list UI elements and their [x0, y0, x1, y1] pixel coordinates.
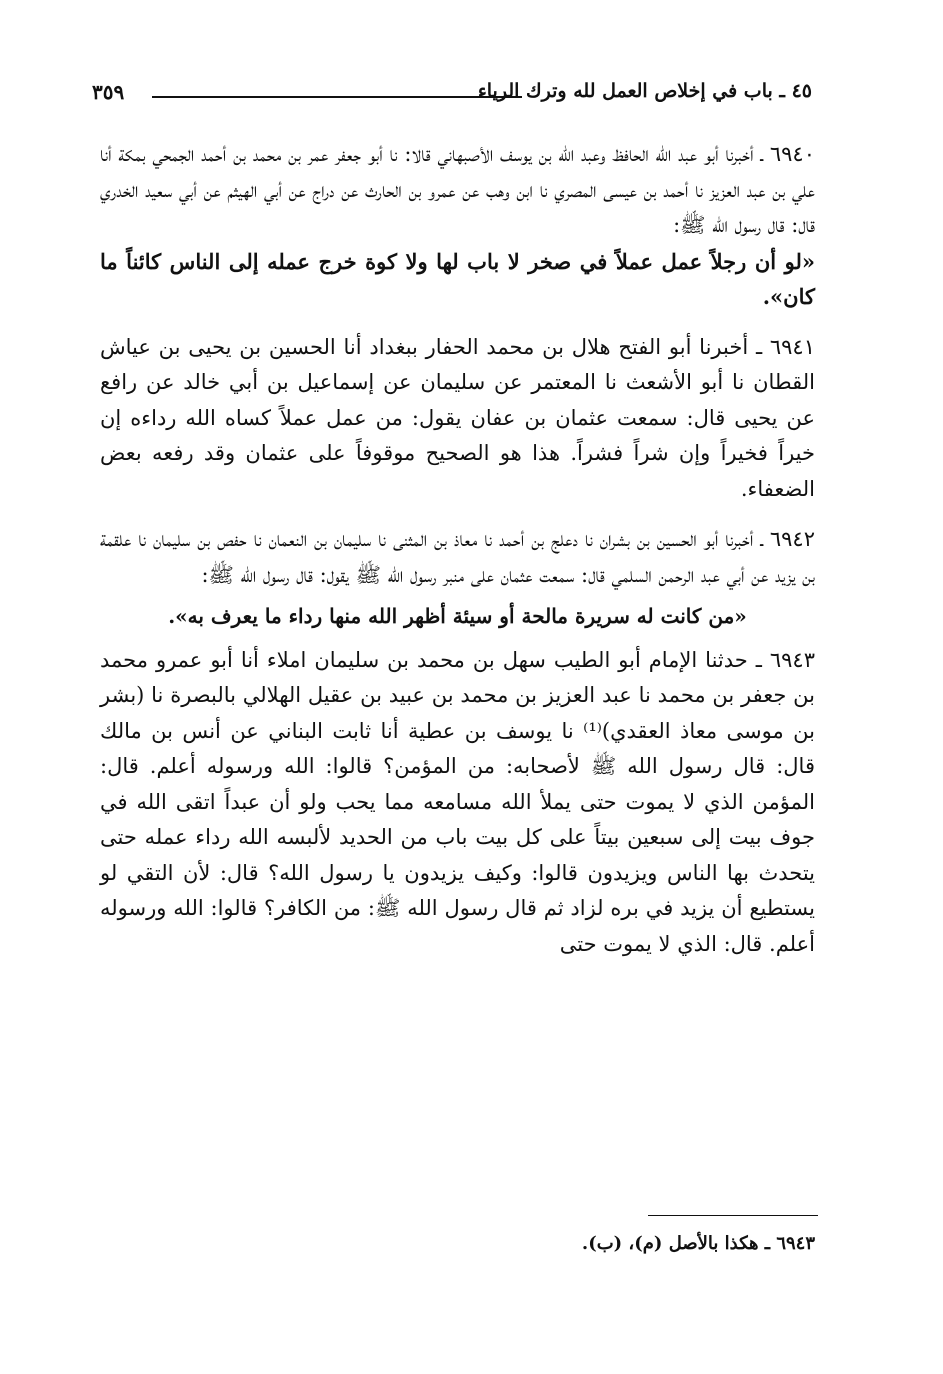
chapter-title: ٤٥ ـ باب في إخلاص العمل لله وترك الرياء — [477, 80, 812, 102]
footnote-rule — [648, 1215, 818, 1216]
hadith-6941: ٦٩٤١ ـ أخبرنا أبو الفتح هلال بن محمد الحفار ببغداد أنا الحسين بن يحيى بن عياش القطان نا أبو الأشعث نا المعتمر عن سليمان عن إسماعيل بن أبي خالد عن رافع عن يحيى قال: سمعت عثمان بن عفان يقول: من عمل عملاً كساه الله رداءه إن خيراً فخيراً وإن شراً فشراً. هذا هو الصحيح موقوفاً على عثمان وقد رفعه بعض الضعفاء. — [100, 334, 815, 501]
hadith-6940-quote: «لو أن رجلاً عمل عملاً في صخر لا باب لها ولا كوة خرج عمله إلى الناس كائناً ما كان». — [100, 248, 815, 309]
hadith-6942: ٦٩٤٢ ـ أخبرنا أبو الحسين بن بشران نا دعلج بن أحمد نا معاذ بن المثنى نا سليمان بن النعمان نا حفص بن سليمان نا علقمة بن يزيد عن أبي عبد الرحمن السلمي قال: سمعت عثمان على منبر رسول الله ﷺ يقول: قال رسول الله ﷺ: — [100, 527, 815, 587]
footnote: ٦٩٤٣ ـ هكذا بالأصل (م)، (ب). — [581, 1233, 815, 1254]
page-number: ٣٥٩ — [92, 80, 125, 104]
main-text — [100, 137, 815, 962]
running-header — [92, 80, 812, 110]
header-rule — [152, 96, 522, 98]
hadith-6940: ٦٩٤٠ ـ أخبرنا أبو عبد الله الحافظ وعبد الله بن يوسف الأصبهاني قالا: نا أبو جعفر عمر بن محمد بن أحمد الجمحي بمكة أنا علي بن عبد العزيز نا أحمد بن عيسى المصري نا ابن وهب عن عمرو بن الحارث عن دراج عن أبي الهيثم عن أبي سعيد الخدري قال: قال رسول الله ﷺ: — [100, 142, 815, 237]
hadith-6942-quote: «من كانت له سريرة مالحة أو سيئة أظهر الله منها رداء ما يعرف به». — [168, 604, 747, 628]
hadith-6943: ٦٩٤٣ ـ حدثنا الإمام أبو الطيب سهل بن محمد بن سليمان املاء أنا أبو عمرو محمد بن جعفر بن محمد نا عبد العزيز بن محمد بن عبيد بن عقيل الهلالي بالبصرة نا (بشر بن موسى معاذ العقدي)⁽¹⁾ نا يوسف بن عطية أنا ثابت البناني عن أنس بن مالك قال: قال رسول الله ﷺ لأصحابه: من المؤمن؟ قالوا: الله ورسوله أعلم. قال: المؤمن الذي لا يموت حتى يملأ الله مسامعه مما يحب ولو أن عبداً اتقى الله في جوف بيت إلى سبعين بيتاً على كل بيت باب من الحديد لألبسه الله رداء عمله حتى يتحدث بها الناس ويزيدون قالوا: وكيف يزيدون يا رسول الله؟ قال: لأن التقي لو يستطيع أن يزيد في بره لزاد ثم قال رسول الله ﷺ: من الكافر؟ قالوا: الله ورسوله أعلم. قال: الذي لا يموت حتى — [100, 647, 815, 956]
